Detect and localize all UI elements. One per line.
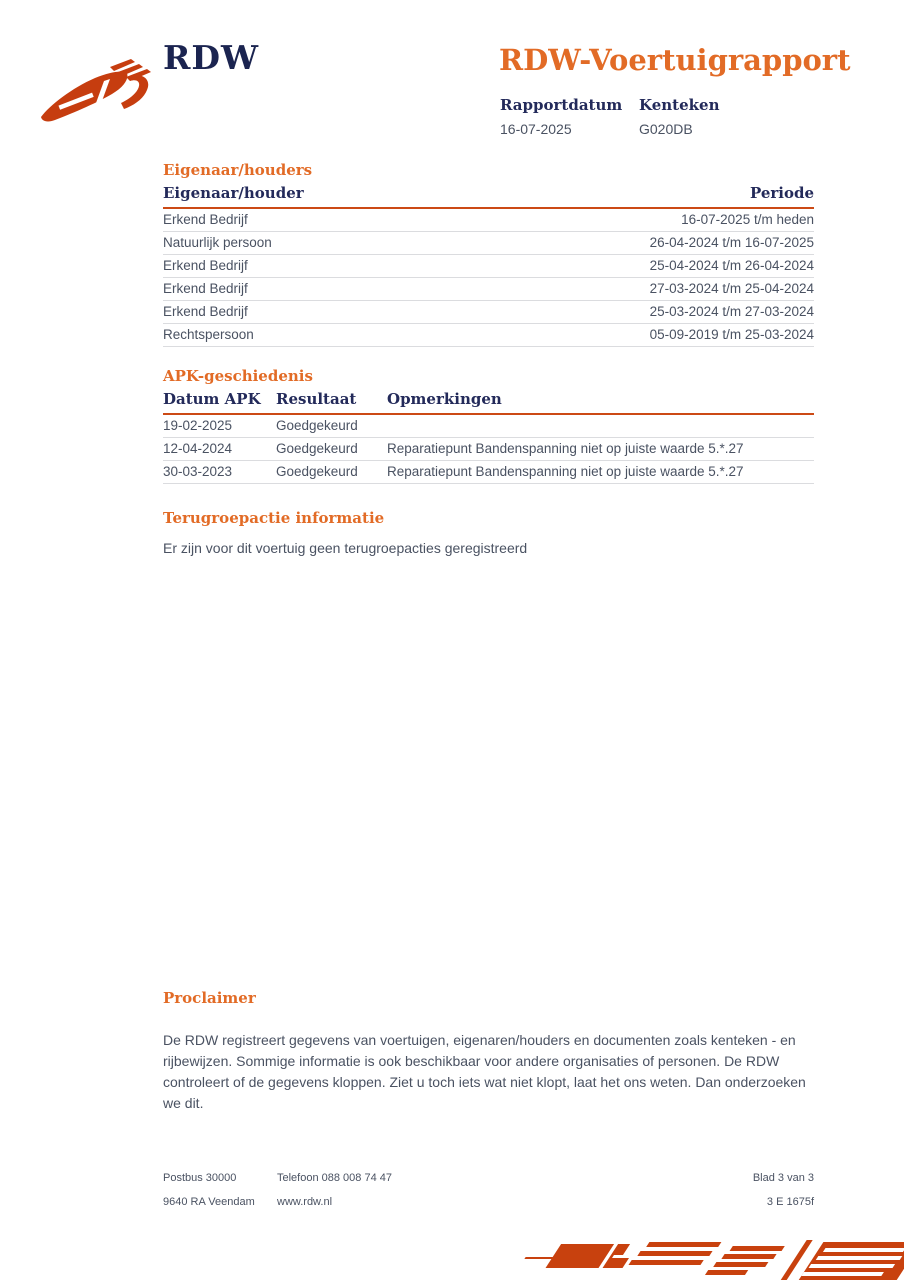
speed-stripes-graphic: [520, 1238, 904, 1280]
table-header-row: [163, 184, 814, 208]
table-cell: 16-07-2025 t/m heden: [489, 208, 815, 232]
column-header: Opmerkingen: [387, 390, 814, 414]
recall-heading: Terugroepactie informatie: [163, 509, 385, 527]
table-row: [163, 324, 814, 347]
table-cell: 26-04-2024 t/m 16-07-2025: [489, 232, 815, 255]
rdw-feather-icon: [38, 55, 163, 125]
report-date-label: Rapportdatum: [500, 96, 623, 114]
column-header: Periode: [489, 184, 815, 208]
table-cell: Reparatiepunt Bandenspanning niet op juiste waarde 5.*.27: [387, 438, 814, 461]
report-meta: [500, 96, 719, 137]
section-proclaimer: [163, 989, 814, 1114]
table-cell: 05-09-2019 t/m 25-03-2024: [489, 324, 815, 347]
table-row: [163, 232, 814, 255]
table-cell: 27-03-2024 t/m 25-04-2024: [489, 278, 815, 301]
page-footer: [163, 1172, 814, 1208]
table-cell: Rechtspersoon: [163, 324, 489, 347]
apk-heading: APK-geschiedenis: [163, 367, 313, 385]
license-plate-block: [639, 96, 719, 137]
footer-website-link[interactable]: www.rdw.nl: [277, 1196, 333, 1208]
table-cell: Erkend Bedrijf: [163, 278, 489, 301]
table-cell: 25-03-2024 t/m 27-03-2024: [489, 301, 815, 324]
page-title: RDW-Voertuigrapport: [499, 43, 851, 77]
table-row: [163, 414, 814, 438]
column-header: Resultaat: [276, 390, 387, 414]
proclaimer-heading: Proclaimer: [163, 989, 256, 1007]
table-cell: 25-04-2024 t/m 26-04-2024: [489, 255, 815, 278]
table-row: [163, 255, 814, 278]
table-row: [163, 461, 814, 484]
report-date-value: 16-07-2025: [500, 121, 572, 137]
footer-document-code: 3 E 1675f: [766, 1196, 814, 1208]
table-row: [163, 208, 814, 232]
table-row: [163, 301, 814, 324]
table-cell: 12-04-2024: [163, 438, 276, 461]
rdw-logo-text: RDW: [163, 38, 260, 77]
table-cell: Natuurlijk persoon: [163, 232, 489, 255]
table-cell: Erkend Bedrijf: [163, 301, 489, 324]
license-plate-label: Kenteken: [639, 96, 720, 114]
apk-table: [163, 390, 814, 484]
section-recall-info: [163, 509, 814, 556]
footer-phone: Telefoon 088 008 74 47: [277, 1172, 392, 1184]
report-date-block: [500, 96, 639, 137]
table-cell: 30-03-2023: [163, 461, 276, 484]
owners-heading: Eigenaar/houders: [163, 161, 313, 179]
table-header-row: [163, 390, 814, 414]
footer-address-line1: Postbus 30000: [163, 1172, 237, 1184]
footer-page-indicator: Blad 3 van 3: [752, 1172, 814, 1184]
section-owners: [163, 161, 814, 347]
footer-address-line2: 9640 RA Veendam: [163, 1196, 255, 1208]
recall-text: Er zijn voor dit voertuig geen terugroepacties geregistreerd: [163, 540, 528, 556]
table-cell: Goedgekeurd: [276, 461, 387, 484]
table-cell: Erkend Bedrijf: [163, 208, 489, 232]
table-row: [163, 438, 814, 461]
table-cell: Reparatiepunt Bandenspanning niet op juiste waarde 5.*.27: [387, 461, 814, 484]
table-cell: [387, 414, 814, 438]
section-apk-history: [163, 367, 814, 484]
column-header: Datum APK: [163, 390, 276, 414]
proclaimer-text: De RDW registreert gegevens van voertuigen, eigenaren/houders en documenten zoals kenteken - en rijbewijzen. Sommige informatie is ook beschikbaar voor andere organisaties of personen. De RDW controleert of de gegevens kloppen. Ziet u toch iets wat niet klopt, laat het ons weten. Dan onderzoeken we dit.: [163, 1032, 806, 1111]
column-header: Eigenaar/houder: [163, 184, 489, 208]
owners-table: [163, 184, 814, 347]
table-cell: Goedgekeurd: [276, 438, 387, 461]
license-plate-value: G020DB: [639, 121, 693, 137]
table-cell: 19-02-2025: [163, 414, 276, 438]
table-row: [163, 278, 814, 301]
table-cell: Goedgekeurd: [276, 414, 387, 438]
table-cell: Erkend Bedrijf: [163, 255, 489, 278]
